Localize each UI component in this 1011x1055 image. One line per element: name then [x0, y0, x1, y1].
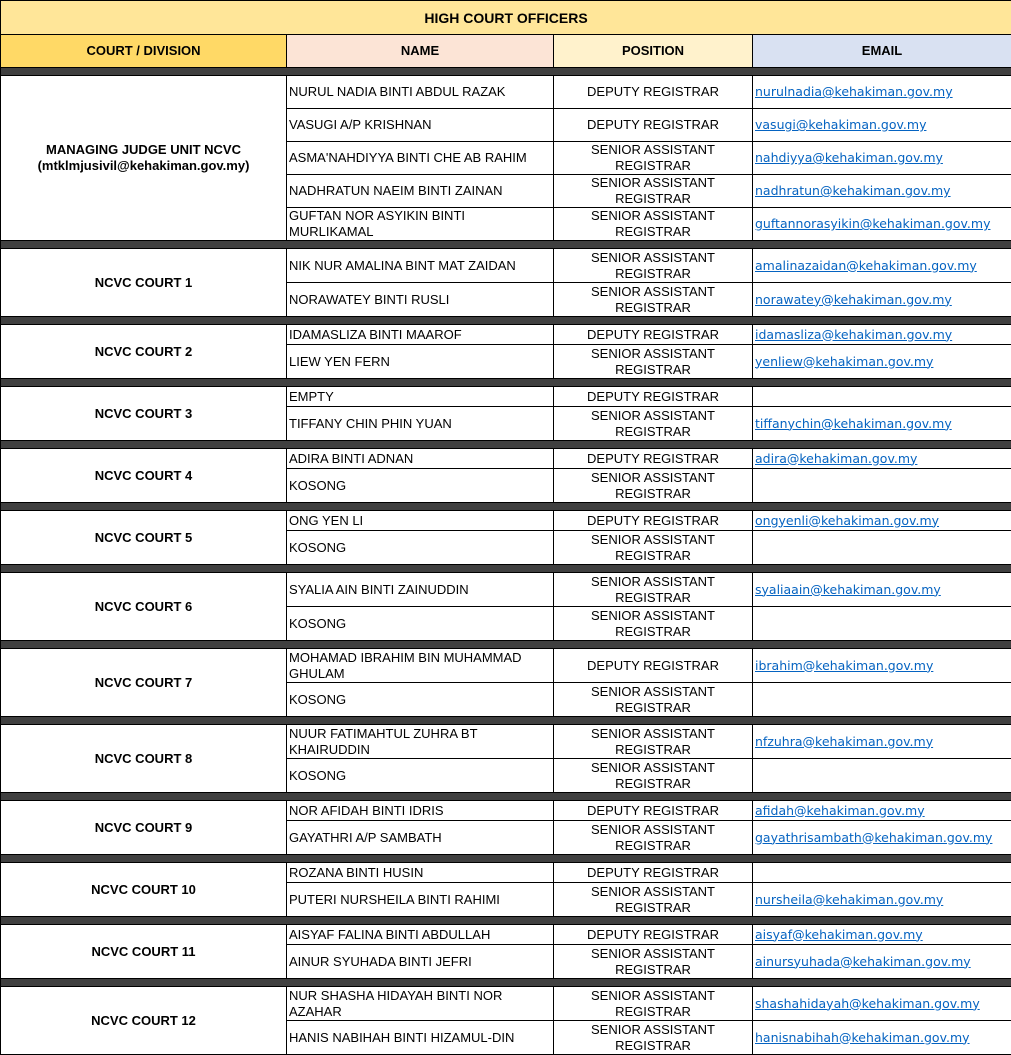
officer-name-cell: NOR AFIDAH BINTI IDRIS [287, 801, 554, 821]
officer-email-link [753, 759, 1011, 793]
officer-email-link[interactable]: adira@kehakiman.gov.my [753, 449, 1011, 469]
officer-name-cell: SYALIA AIN BINTI ZAINUDDIN [287, 573, 554, 607]
officer-email-link [753, 387, 1011, 407]
officer-email-link [753, 863, 1011, 883]
officer-position-cell: SENIOR ASSISTANT REGISTRAR [554, 759, 753, 793]
officer-email-link[interactable]: ibrahim@kehakiman.gov.my [753, 649, 1011, 683]
separator-bar [1, 68, 1011, 76]
table-title: HIGH COURT OFFICERS [1, 1, 1011, 35]
officer-email-link[interactable]: guftannorasyikin@kehakiman.gov.my [753, 208, 1011, 241]
officer-name-cell: ROZANA BINTI HUSIN [287, 863, 554, 883]
header-email: EMAIL [753, 35, 1011, 68]
group-separator [1, 503, 1011, 511]
officer-email-link[interactable]: amalinazaidan@kehakiman.gov.my [753, 249, 1011, 283]
officer-position-cell: SENIOR ASSISTANT REGISTRAR [554, 208, 753, 241]
officer-position-cell: SENIOR ASSISTANT REGISTRAR [554, 531, 753, 565]
table-row [1, 987, 1011, 1021]
separator-bar [1, 441, 1011, 449]
table-row [1, 925, 1011, 945]
court-division-cell: NCVC COURT 6 [1, 573, 287, 641]
group-separator [1, 641, 1011, 649]
court-division-cell: NCVC COURT 4 [1, 449, 287, 503]
table-row [1, 76, 1011, 109]
officer-position-cell: DEPUTY REGISTRAR [554, 76, 753, 109]
officer-position-cell: SENIOR ASSISTANT REGISTRAR [554, 821, 753, 855]
officer-position-cell: DEPUTY REGISTRAR [554, 387, 753, 407]
officer-name-cell: KOSONG [287, 607, 554, 641]
officer-name-cell: MOHAMAD IBRAHIM BIN MUHAMMAD GHULAM [287, 649, 554, 683]
header-name: NAME [287, 35, 554, 68]
group-separator [1, 855, 1011, 863]
court-division-cell: NCVC COURT 12 [1, 987, 287, 1055]
court-division-cell: NCVC COURT 8 [1, 725, 287, 793]
officer-email-link[interactable]: afidah@kehakiman.gov.my [753, 801, 1011, 821]
officer-position-cell: SENIOR ASSISTANT REGISTRAR [554, 175, 753, 208]
officer-name-cell: VASUGI A/P KRISHNAN [287, 109, 554, 142]
officer-email-link[interactable]: norawatey@kehakiman.gov.my [753, 283, 1011, 317]
officer-name-cell: IDAMASLIZA BINTI MAAROF [287, 325, 554, 345]
court-division-cell: NCVC COURT 5 [1, 511, 287, 565]
officer-email-link[interactable]: aisyaf@kehakiman.gov.my [753, 925, 1011, 945]
officer-name-cell: NURUL NADIA BINTI ABDUL RAZAK [287, 76, 554, 109]
officer-email-link[interactable]: tiffanychin@kehakiman.gov.my [753, 407, 1011, 441]
officer-name-cell: KOSONG [287, 531, 554, 565]
officer-name-cell: ASMA'NAHDIYYA BINTI CHE AB RAHIM [287, 142, 554, 175]
officer-name-cell: NIK NUR AMALINA BINT MAT ZAIDAN [287, 249, 554, 283]
court-division-cell: NCVC COURT 7 [1, 649, 287, 717]
table-row [1, 573, 1011, 607]
court-division-cell: NCVC COURT 1 [1, 249, 287, 317]
court-division-cell: NCVC COURT 2 [1, 325, 287, 379]
officer-email-link[interactable]: ainursyuhada@kehakiman.gov.my [753, 945, 1011, 979]
title-row [1, 1, 1011, 35]
officer-email-link[interactable]: nahdiyya@kehakiman.gov.my [753, 142, 1011, 175]
table-row [1, 387, 1011, 407]
header-position: POSITION [554, 35, 753, 68]
separator-bar [1, 641, 1011, 649]
officer-email-link[interactable]: nadhratun@kehakiman.gov.my [753, 175, 1011, 208]
table-row [1, 725, 1011, 759]
officer-name-cell: GAYATHRI A/P SAMBATH [287, 821, 554, 855]
officer-email-link[interactable]: nurulnadia@kehakiman.gov.my [753, 76, 1011, 109]
officer-email-link[interactable]: hanisnabihah@kehakiman.gov.my [753, 1021, 1011, 1055]
officer-name-cell: NUR SHASHA HIDAYAH BINTI NOR AZAHAR [287, 987, 554, 1021]
officer-name-cell: ONG YEN LI [287, 511, 554, 531]
officer-name-cell: KOSONG [287, 469, 554, 503]
group-separator [1, 379, 1011, 387]
court-division-cell: NCVC COURT 10 [1, 863, 287, 917]
group-separator [1, 441, 1011, 449]
officer-email-link[interactable]: nfzuhra@kehakiman.gov.my [753, 725, 1011, 759]
officer-email-link[interactable]: nursheila@kehakiman.gov.my [753, 883, 1011, 917]
group-separator [1, 241, 1011, 249]
separator-bar [1, 565, 1011, 573]
court-division-cell: NCVC COURT 11 [1, 925, 287, 979]
officer-position-cell: SENIOR ASSISTANT REGISTRAR [554, 725, 753, 759]
officer-position-cell: SENIOR ASSISTANT REGISTRAR [554, 987, 753, 1021]
separator-bar [1, 917, 1011, 925]
table-row [1, 449, 1011, 469]
table-row [1, 511, 1011, 531]
officer-name-cell: NUUR FATIMAHTUL ZUHRA BT KHAIRUDDIN [287, 725, 554, 759]
header-row [1, 35, 1011, 68]
officer-position-cell: SENIOR ASSISTANT REGISTRAR [554, 573, 753, 607]
header-court: COURT / DIVISION [1, 35, 287, 68]
group-separator [1, 979, 1011, 987]
officer-position-cell: DEPUTY REGISTRAR [554, 649, 753, 683]
table-row [1, 249, 1011, 283]
officer-email-link[interactable]: gayathrisambath@kehakiman.gov.my [753, 821, 1011, 855]
separator-bar [1, 855, 1011, 863]
court-division-cell: MANAGING JUDGE UNIT NCVC (mtklmjusivil@kehakiman.gov.my) [1, 76, 287, 241]
separator-bar [1, 979, 1011, 987]
officer-name-cell: PUTERI NURSHEILA BINTI RAHIMI [287, 883, 554, 917]
officer-name-cell: ADIRA BINTI ADNAN [287, 449, 554, 469]
officer-name-cell: NADHRATUN NAEIM BINTI ZAINAN [287, 175, 554, 208]
officer-position-cell: SENIOR ASSISTANT REGISTRAR [554, 283, 753, 317]
officer-name-cell: NORAWATEY BINTI RUSLI [287, 283, 554, 317]
officer-position-cell: SENIOR ASSISTANT REGISTRAR [554, 142, 753, 175]
table-row [1, 649, 1011, 683]
group-separator [1, 793, 1011, 801]
officer-position-cell: SENIOR ASSISTANT REGISTRAR [554, 345, 753, 379]
officer-name-cell: KOSONG [287, 759, 554, 793]
officer-name-cell: LIEW YEN FERN [287, 345, 554, 379]
separator-bar [1, 793, 1011, 801]
group-separator [1, 917, 1011, 925]
officer-name-cell: AISYAF FALINA BINTI ABDULLAH [287, 925, 554, 945]
officer-position-cell: DEPUTY REGISTRAR [554, 449, 753, 469]
group-separator [1, 317, 1011, 325]
court-division-cell: NCVC COURT 3 [1, 387, 287, 441]
group-separator [1, 68, 1011, 76]
officer-position-cell: SENIOR ASSISTANT REGISTRAR [554, 945, 753, 979]
group-separator [1, 717, 1011, 725]
officer-email-link[interactable]: shashahidayah@kehakiman.gov.my [753, 987, 1011, 1021]
separator-bar [1, 241, 1011, 249]
court-division-cell: NCVC COURT 9 [1, 801, 287, 855]
officer-position-cell: DEPUTY REGISTRAR [554, 801, 753, 821]
officer-position-cell: SENIOR ASSISTANT REGISTRAR [554, 407, 753, 441]
officer-position-cell: SENIOR ASSISTANT REGISTRAR [554, 607, 753, 641]
separator-bar [1, 503, 1011, 511]
officer-email-link[interactable]: yenliew@kehakiman.gov.my [753, 345, 1011, 379]
officer-email-link [753, 607, 1011, 641]
group-separator [1, 565, 1011, 573]
officer-name-cell: EMPTY [287, 387, 554, 407]
officer-name-cell: TIFFANY CHIN PHIN YUAN [287, 407, 554, 441]
officer-email-link[interactable]: ongyenli@kehakiman.gov.my [753, 511, 1011, 531]
officer-name-cell: AINUR SYUHADA BINTI JEFRI [287, 945, 554, 979]
officer-position-cell: SENIOR ASSISTANT REGISTRAR [554, 883, 753, 917]
officer-name-cell: HANIS NABIHAH BINTI HIZAMUL-DIN [287, 1021, 554, 1055]
officer-position-cell: SENIOR ASSISTANT REGISTRAR [554, 683, 753, 717]
officer-email-link[interactable]: syaliaain@kehakiman.gov.my [753, 573, 1011, 607]
officer-position-cell: SENIOR ASSISTANT REGISTRAR [554, 249, 753, 283]
officer-email-link [753, 469, 1011, 503]
officer-email-link[interactable]: vasugi@kehakiman.gov.my [753, 109, 1011, 142]
separator-bar [1, 379, 1011, 387]
officer-position-cell: DEPUTY REGISTRAR [554, 325, 753, 345]
table-row [1, 863, 1011, 883]
officer-email-link [753, 531, 1011, 565]
officer-email-link[interactable]: idamasliza@kehakiman.gov.my [753, 325, 1011, 345]
officer-position-cell: SENIOR ASSISTANT REGISTRAR [554, 469, 753, 503]
officer-email-link [753, 683, 1011, 717]
officer-name-cell: KOSONG [287, 683, 554, 717]
officers-table-body [1, 1, 1011, 1055]
officer-position-cell: DEPUTY REGISTRAR [554, 925, 753, 945]
officer-position-cell: DEPUTY REGISTRAR [554, 511, 753, 531]
separator-bar [1, 317, 1011, 325]
separator-bar [1, 717, 1011, 725]
officer-position-cell: DEPUTY REGISTRAR [554, 109, 753, 142]
officer-position-cell: DEPUTY REGISTRAR [554, 863, 753, 883]
officer-name-cell: GUFTAN NOR ASYIKIN BINTI MURLIKAMAL [287, 208, 554, 241]
table-row [1, 325, 1011, 345]
table-row [1, 801, 1011, 821]
officer-position-cell: SENIOR ASSISTANT REGISTRAR [554, 1021, 753, 1055]
